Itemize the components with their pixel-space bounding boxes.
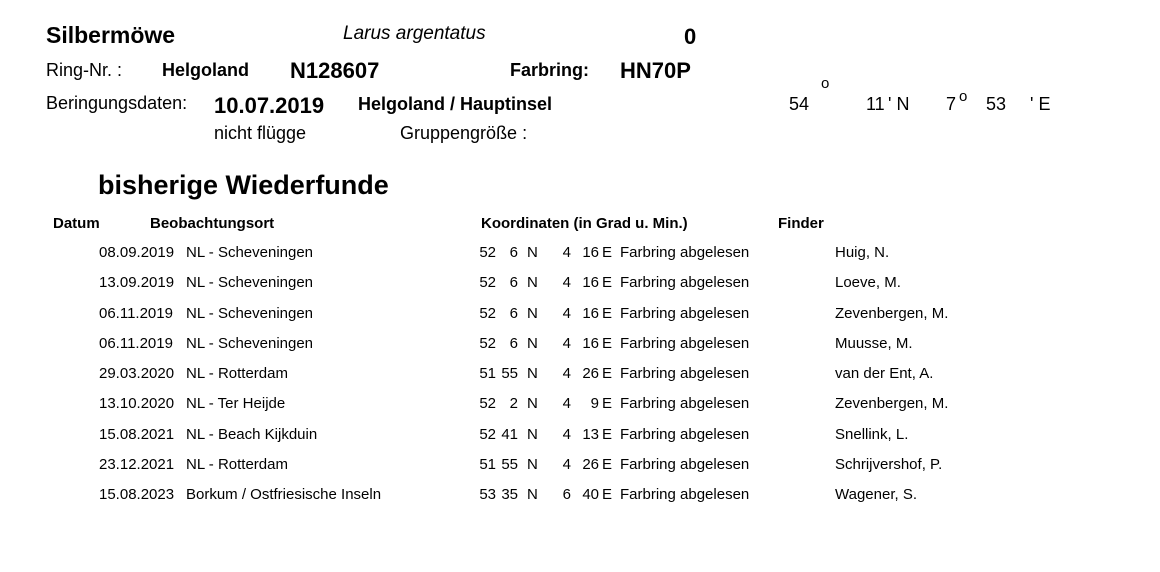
row-place: NL - Scheveningen [186, 274, 314, 292]
row-lon-degrees: 4 [562, 395, 571, 413]
latitude-degree-symbol: o [821, 75, 830, 92]
row-lon-degrees: 4 [562, 274, 571, 292]
row-lat-hemisphere: N [527, 486, 538, 504]
row-method: Farbring abgelesen [620, 456, 750, 474]
row-lat-degrees: 52 [479, 274, 496, 292]
row-place: NL - Scheveningen [186, 304, 314, 322]
table-row [0, 335, 1160, 365]
row-finder: Loeve, M. [835, 274, 901, 292]
row-lat-hemisphere: N [527, 304, 538, 322]
beringung-label: Beringungsdaten: [46, 93, 188, 113]
row-lon-hemisphere: E [602, 304, 613, 322]
row-method: Farbring abgelesen [620, 395, 750, 413]
column-header-date: Datum [53, 215, 100, 232]
table-row [0, 456, 1160, 486]
longitude-degree-symbol: o [959, 88, 968, 105]
table-row [0, 486, 1160, 516]
row-lat-hemisphere: N [527, 395, 538, 413]
row-lon-hemisphere: E [602, 334, 613, 352]
row-lon-minutes: 26 [582, 365, 599, 383]
table-row [0, 244, 1160, 274]
longitude-hemisphere: ' E [1030, 94, 1051, 114]
row-date: 29.03.2020 [99, 365, 175, 383]
latitude-minutes: 11 [866, 94, 885, 114]
row-lat-hemisphere: N [527, 456, 538, 474]
farbring-code: HN70P [620, 58, 691, 83]
row-finder: Schrijvershof, P. [835, 456, 943, 474]
table-row [0, 274, 1160, 304]
row-finder: Huig, N. [835, 244, 890, 261]
row-lat-hemisphere: N [527, 425, 538, 443]
row-method: Farbring abgelesen [620, 244, 750, 261]
row-lon-minutes: 16 [582, 244, 599, 261]
row-date: 13.09.2019 [99, 274, 175, 292]
row-place: NL - Beach Kijkduin [186, 425, 318, 443]
row-lat-hemisphere: N [527, 365, 538, 383]
row-lon-minutes: 16 [582, 304, 599, 322]
species-name: Silbermöwe [46, 22, 176, 48]
longitude-degrees: 7 [946, 94, 957, 114]
row-lon-degrees: 4 [562, 425, 571, 443]
row-lat-minutes: 2 [509, 395, 518, 413]
row-date: 08.09.2019 [99, 244, 175, 261]
row-lon-minutes: 9 [590, 395, 599, 413]
column-header-coordinates: Koordinaten (in Grad u. Min.) [481, 215, 688, 232]
ring-number-label: Ring-Nr. : [46, 60, 123, 80]
ring-number: N128607 [290, 58, 380, 83]
row-place: NL - Ter Heijde [186, 395, 286, 413]
row-lon-hemisphere: E [602, 425, 613, 443]
row-finder: Zevenbergen, M. [835, 304, 949, 322]
row-method: Farbring abgelesen [620, 365, 750, 383]
longitude-minutes: 53 [986, 94, 1007, 114]
row-finder: Muusse, M. [835, 334, 913, 352]
row-lon-minutes: 16 [582, 274, 599, 292]
row-date: 23.12.2021 [99, 456, 175, 474]
row-finder: Snellink, L. [835, 425, 909, 443]
table-row [0, 305, 1160, 335]
column-header-place: Beobachtungsort [150, 215, 275, 232]
row-place: Borkum / Ostfriesische Inseln [186, 486, 382, 504]
row-date: 15.08.2023 [99, 486, 175, 504]
row-lat-degrees: 52 [479, 334, 496, 352]
row-finder: van der Ent, A. [835, 365, 934, 383]
group-size-label: Gruppengröße : [400, 123, 528, 143]
row-method: Farbring abgelesen [620, 425, 750, 443]
latitude-hemisphere: ' N [888, 94, 910, 114]
row-lat-minutes: 35 [501, 486, 518, 504]
row-place: NL - Scheveningen [186, 244, 314, 261]
row-lon-hemisphere: E [602, 274, 613, 292]
row-lon-degrees: 4 [562, 304, 571, 322]
fledging-status: nicht flügge [214, 123, 307, 143]
row-method: Farbring abgelesen [620, 274, 750, 292]
row-date: 15.08.2021 [99, 425, 175, 443]
row-lon-degrees: 4 [562, 365, 571, 383]
row-lon-hemisphere: E [602, 456, 613, 474]
row-lat-hemisphere: N [527, 244, 538, 261]
row-lat-minutes: 6 [509, 244, 518, 261]
row-method: Farbring abgelesen [620, 304, 750, 322]
ring-place: Helgoland [162, 60, 250, 80]
row-date: 06.11.2019 [99, 304, 173, 322]
latitude-degrees: 54 [789, 94, 810, 114]
row-finder: Zevenbergen, M. [835, 395, 949, 413]
row-lon-degrees: 4 [562, 334, 571, 352]
table-row [0, 395, 1160, 425]
count-value: 0 [684, 24, 697, 49]
row-lat-minutes: 55 [501, 456, 518, 474]
row-lat-degrees: 52 [479, 244, 496, 261]
row-lat-degrees: 52 [479, 304, 496, 322]
row-place: NL - Rotterdam [186, 456, 288, 474]
row-lat-degrees: 51 [479, 365, 496, 383]
row-place: NL - Scheveningen [186, 334, 314, 352]
row-lon-minutes: 13 [582, 425, 599, 443]
row-method: Farbring abgelesen [620, 334, 750, 352]
row-lon-minutes: 40 [582, 486, 599, 504]
table-row [0, 426, 1160, 456]
row-lon-hemisphere: E [602, 486, 613, 504]
row-lat-degrees: 51 [479, 456, 496, 474]
row-place: NL - Rotterdam [186, 365, 288, 383]
row-lat-degrees: 52 [479, 395, 496, 413]
row-lon-degrees: 4 [562, 244, 571, 261]
recoveries-table [0, 244, 1160, 517]
latin-name: Larus argentatus [343, 23, 486, 44]
row-lon-hemisphere: E [602, 395, 613, 413]
section-title: bisherige Wiederfunde [98, 170, 389, 200]
farbring-label: Farbring: [510, 60, 589, 80]
row-lat-hemisphere: N [527, 334, 538, 352]
row-date: 13.10.2020 [99, 395, 175, 413]
row-lat-degrees: 53 [479, 486, 496, 504]
row-lon-hemisphere: E [602, 365, 613, 383]
row-method: Farbring abgelesen [620, 486, 750, 504]
row-lat-minutes: 6 [509, 334, 518, 352]
row-lat-minutes: 6 [509, 304, 518, 322]
row-date: 06.11.2019 [99, 334, 173, 352]
row-lat-degrees: 52 [479, 425, 496, 443]
beringung-place: Helgoland / Hauptinsel [358, 94, 553, 114]
row-lon-hemisphere: E [602, 244, 613, 261]
row-lon-minutes: 26 [582, 456, 599, 474]
row-lon-degrees: 6 [562, 486, 571, 504]
row-finder: Wagener, S. [835, 486, 917, 504]
table-row [0, 365, 1160, 395]
row-lon-degrees: 4 [562, 456, 571, 474]
row-lat-minutes: 55 [501, 365, 518, 383]
column-header-finder: Finder [778, 215, 824, 232]
row-lon-minutes: 16 [582, 334, 599, 352]
row-lat-minutes: 41 [501, 425, 518, 443]
row-lat-minutes: 6 [509, 274, 518, 292]
beringung-date: 10.07.2019 [214, 93, 325, 118]
row-lat-hemisphere: N [527, 274, 538, 292]
